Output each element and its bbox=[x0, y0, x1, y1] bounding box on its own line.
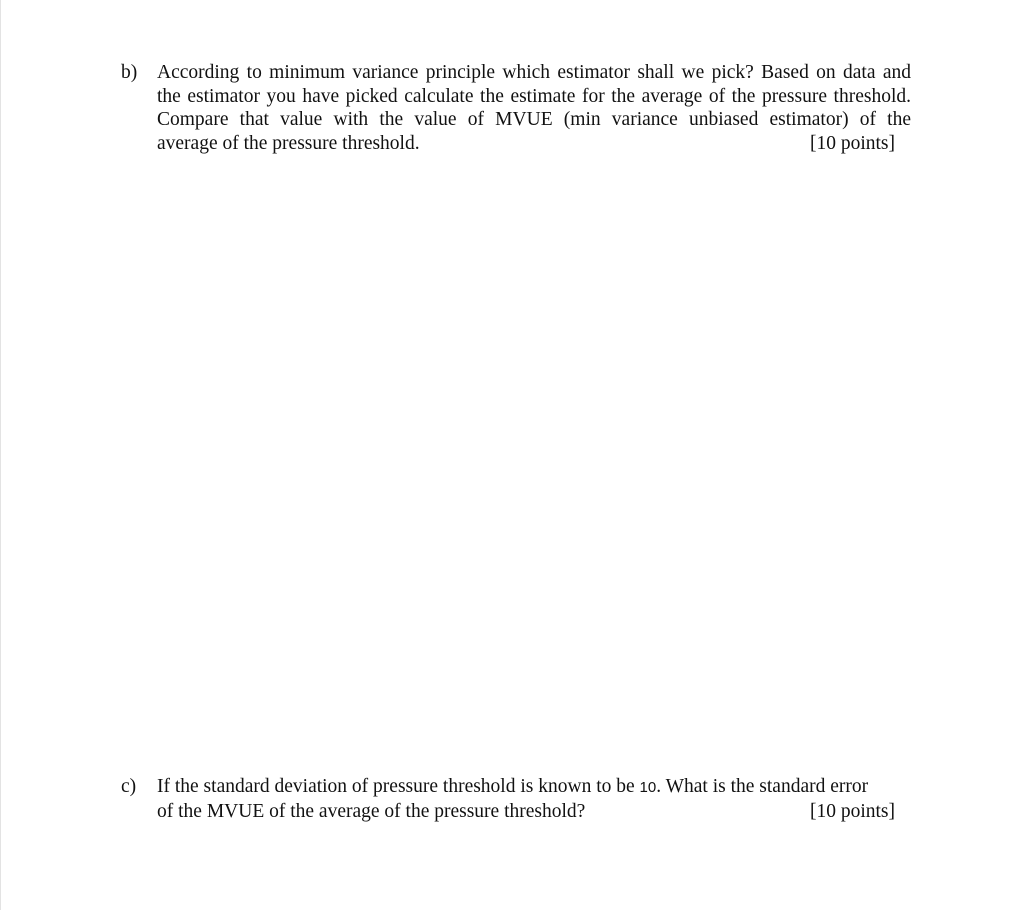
question-b bbox=[121, 61, 911, 155]
question-c-line-1-text: If the standard deviation of pressure threshold is known to be bbox=[157, 776, 635, 797]
question-c-line-2: of the MVUE of the average of the pressure threshold? bbox=[157, 800, 586, 822]
question-c-label: c) bbox=[121, 776, 137, 797]
question-b-body bbox=[157, 61, 911, 155]
page-edge bbox=[0, 0, 1, 910]
question-b-label: b) bbox=[121, 62, 138, 83]
question-b-line-2: the estimator you have picked calculate the estimate for the average of the pressure threshold. bbox=[157, 85, 911, 107]
question-b-line-3: Compare that value with the value of MVUE (min variance unbiased estimator) of the bbox=[157, 109, 911, 130]
question-c-sd-value: 10 bbox=[639, 779, 657, 796]
question-c bbox=[121, 775, 911, 823]
question-c-line-1 bbox=[157, 775, 911, 800]
question-c-line-1-rest: . What is the standard error bbox=[656, 776, 869, 797]
question-b-line-4: average of the pressure threshold. bbox=[157, 132, 420, 154]
question-b-line-1: According to minimum variance principle which estimator shall we pick? Based on data and bbox=[157, 62, 911, 83]
question-c-points: [10 points] bbox=[809, 800, 895, 822]
question-c-last-line bbox=[157, 800, 911, 824]
question-c-body bbox=[157, 775, 911, 823]
question-b-points: [10 points] bbox=[809, 132, 895, 154]
question-b-last-line bbox=[157, 132, 911, 156]
